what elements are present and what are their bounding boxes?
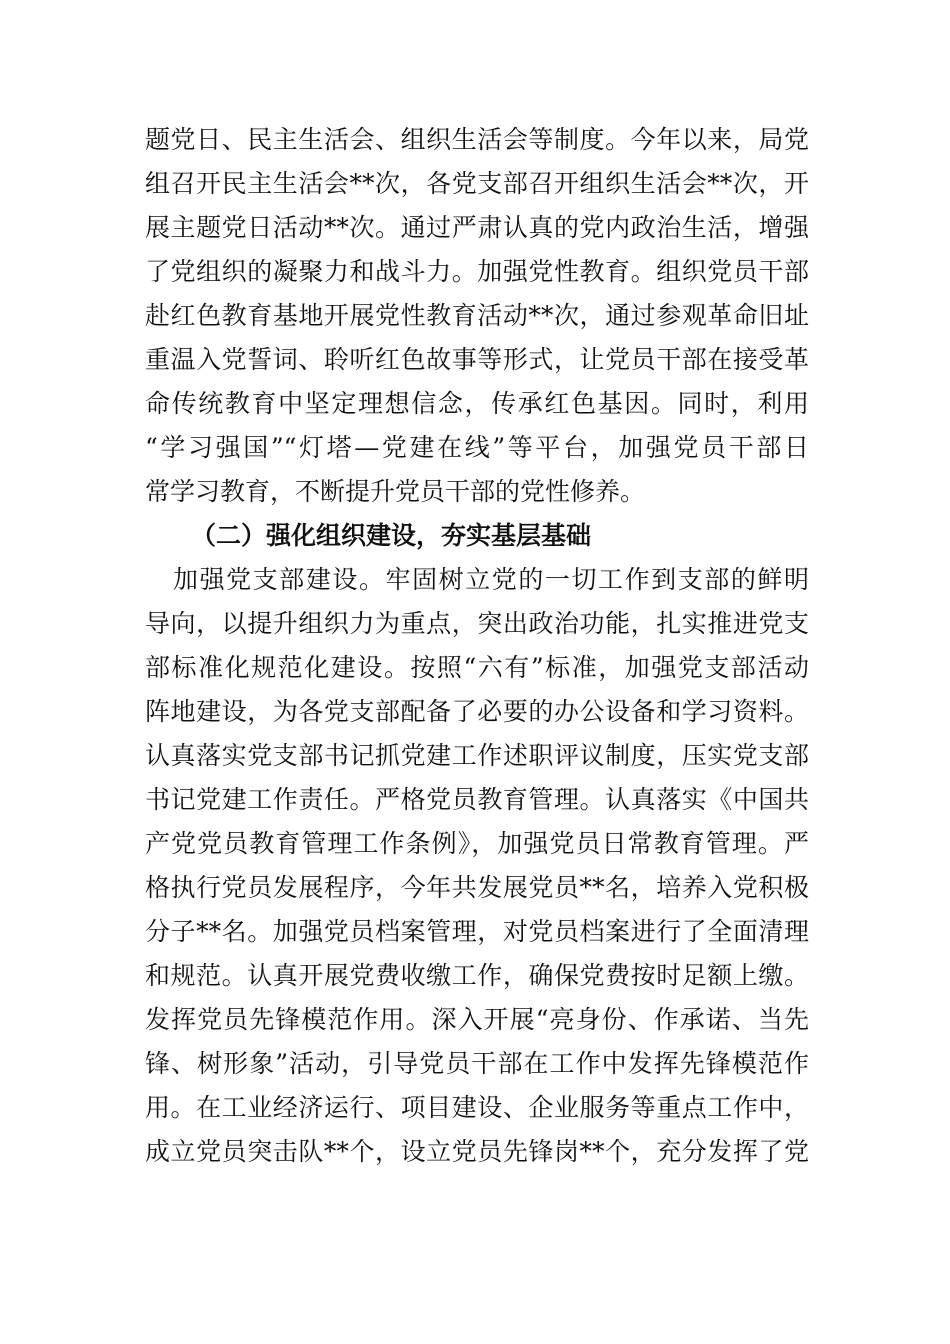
text-line: 了党组织的凝聚力和战斗力。加强党性教育。组织党员干部 [145,257,809,286]
text-line: 认真落实党支部书记抓党建工作述职评议制度，压实党支部 [145,741,809,770]
text-line: 和规范。认真开展党费收缴工作，确保党费按时足额上缴。 [145,961,809,990]
text-line: 赴红色教育基地开展党性教育活动**次，通过参观革命旧址 [145,301,809,330]
text-line: 导向，以提升组织力为重点，突出政治功能，扎实推进党支 [145,609,809,638]
text-line: 常学习教育，不断提升党员干部的党性修养。 [145,477,646,506]
text-line: 分子**名。加强党员档案管理，对党员档案进行了全面清理 [145,917,809,946]
text-line: 格执行党员发展程序，今年共发展党员**名，培养入党积极 [145,873,809,902]
text-line: 阵地建设，为各党支部配备了必要的办公设备和学习资料。 [145,697,809,726]
text-line: 组召开民主生活会**次，各党支部召开组织生活会**次，开 [145,169,809,198]
text-line: 用。在工业经济运行、项目建设、企业服务等重点工作中， [145,1093,809,1122]
text-line: “学习强国”“灯塔—党建在线”等平台，加强党员干部日 [145,433,809,462]
text-line: 成立党员突击队**个，设立党员先锋岗**个，充分发挥了党 [145,1137,809,1166]
text-line: 命传统教育中坚定理想信念，传承红色基因。同时，利用 [145,389,809,418]
text-line: 锋、树形象”活动，引导党员干部在工作中发挥先锋模范作 [145,1049,809,1078]
text-line: 发挥党员先锋模范作用。深入开展“亮身份、作承诺、当先 [145,1005,809,1034]
document-body [145,118,809,1174]
text-line: 重温入党誓词、聆听红色故事等形式，让党员干部在接受革 [145,345,809,374]
text-line: 书记党建工作责任。严格党员教育管理。认真落实《中国共 [145,785,809,814]
section-heading: （二）强化组织建设，夯实基层基础 [191,521,592,550]
text-line: 展主题党日活动**次。通过严肃认真的党内政治生活，增强 [145,213,809,242]
text-line: 部标准化规范化建设。按照“六有”标准，加强党支部活动 [145,653,809,682]
text-line: 产党党员教育管理工作条例》，加强党员日常教育管理。严 [145,829,809,858]
text-line: 题党日、民主生活会、组织生活会等制度。今年以来，局党 [145,125,809,154]
paragraph-start-line: 加强党支部建设。牢固树立党的一切工作到支部的鲜明 [173,565,809,594]
